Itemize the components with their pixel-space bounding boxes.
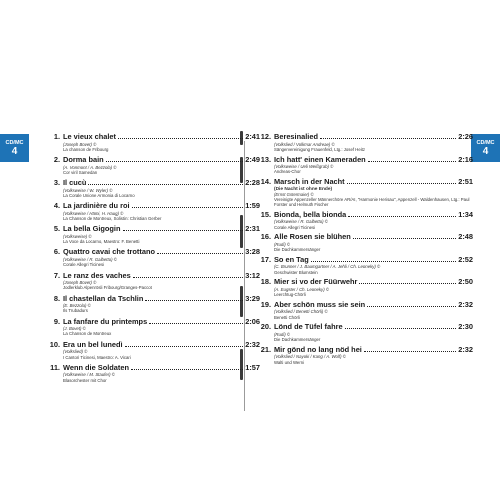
track-title: Bionda, bella bionda bbox=[274, 209, 347, 219]
track-subtitle: (Die Nacht ist ohne Ende) bbox=[274, 186, 333, 192]
track-line bbox=[48, 248, 260, 257]
track-number: 10. bbox=[49, 339, 60, 349]
track-credit: (Volkslied / Nayoki / Kang / A. Wolf) © bbox=[274, 354, 346, 360]
dot-leader bbox=[106, 160, 244, 162]
track-item bbox=[259, 211, 473, 230]
track-line bbox=[259, 256, 473, 265]
track-performer: Vereinigte Appenzeller Männerchöre AR/AI, "Harmonie Herisau", Appenzell - Waldenhausen, Ltg.: Paul Forster und Helmuth Fischer bbox=[274, 196, 470, 208]
track-line bbox=[48, 272, 260, 281]
track-duration: 2:28 bbox=[245, 178, 260, 188]
track-item bbox=[259, 256, 473, 275]
track-duration: 2:41 bbox=[245, 132, 260, 141]
track-duration: 2:52 bbox=[458, 254, 473, 264]
track-credit: (Volksweise / Ueli Weißgrab) © bbox=[274, 164, 334, 169]
tracklist-left bbox=[48, 133, 260, 387]
track-performer: Ils Trubadurs bbox=[63, 308, 88, 314]
cd-tab-right-number: 4 bbox=[482, 146, 489, 157]
track-performer: I Cantori Ticinesi, Maestro: A. Vicari bbox=[63, 354, 131, 360]
track-title: Dorma bain bbox=[63, 155, 104, 165]
track-title: Era un bel lunedì bbox=[63, 339, 123, 349]
track-title: Wenn die Soldaten bbox=[63, 362, 129, 372]
track-performer: Cor viril Samedan bbox=[63, 169, 98, 175]
track-item bbox=[48, 295, 260, 314]
track-credit: (Volksweise / R. Galbetto) © bbox=[274, 219, 328, 225]
track-performer: Jodlerklub Alpenrösli Fribourg/Granges-Paccot bbox=[63, 285, 152, 291]
track-number: 16. bbox=[260, 232, 271, 242]
track-item bbox=[48, 133, 260, 152]
dot-leader bbox=[311, 260, 456, 262]
track-performer: Die Dachkammersänger bbox=[274, 337, 321, 343]
track-title: Il chastellan da Tschlin bbox=[63, 293, 144, 303]
dot-leader bbox=[348, 215, 456, 217]
track-credit: (Rudi) © bbox=[274, 241, 291, 247]
track-number: 4. bbox=[53, 201, 60, 211]
track-duration: 2:48 bbox=[458, 232, 473, 242]
track-duration: 2:31 bbox=[245, 224, 260, 234]
track-credit: (A. Eugster / Ch. Leoneky) © bbox=[274, 286, 329, 292]
track-item bbox=[48, 202, 260, 221]
track-number: 14. bbox=[260, 177, 271, 186]
track-duration: 2:50 bbox=[458, 277, 473, 287]
cd-tab-left-label: CD/MC bbox=[5, 140, 24, 146]
track-duration: 2:16 bbox=[458, 154, 473, 164]
track-credit: (Volksweise / R. Galbetto) © bbox=[63, 256, 117, 262]
track-item bbox=[259, 278, 473, 297]
dot-leader bbox=[149, 322, 243, 324]
dot-leader bbox=[367, 305, 456, 307]
track-performer: Blasorchester mit Chor bbox=[63, 377, 107, 383]
track-number: 19. bbox=[260, 299, 271, 309]
track-item bbox=[259, 301, 473, 320]
track-duration: 2:51 bbox=[458, 177, 473, 186]
track-credit: (Volkslied) © bbox=[63, 349, 88, 355]
dot-leader bbox=[145, 299, 243, 301]
track-credit: (A. Vonmont / A. Bezzola) © bbox=[63, 164, 117, 170]
track-item bbox=[48, 179, 260, 198]
track-item bbox=[48, 156, 260, 175]
track-item bbox=[259, 178, 473, 207]
track-credit: (Volkslied / Benetti Chörli) © bbox=[274, 309, 328, 315]
track-item bbox=[48, 225, 260, 244]
track-number: 1. bbox=[53, 132, 60, 141]
track-line bbox=[48, 341, 260, 350]
dot-leader bbox=[364, 350, 456, 352]
track-credit: (C. Brunner / J. Baumgartner / A. Jehli / Ch. Leoneky) © bbox=[274, 264, 381, 270]
track-credit: (Volkslied / Volkmar Andreae) © bbox=[274, 141, 335, 147]
track-item bbox=[259, 233, 473, 252]
track-title: Marsch in der Nacht bbox=[274, 177, 345, 186]
track-performer: Corale Allegri Ticinesi bbox=[274, 224, 316, 230]
track-performer: La Corale Unione Armonia di Locarno bbox=[63, 192, 135, 198]
track-line bbox=[48, 364, 260, 373]
track-title: Ich hatt' einen Kameraden bbox=[274, 154, 366, 164]
track-title: Lönd de Tüfel fahre bbox=[274, 322, 343, 332]
tracklist-right bbox=[259, 133, 473, 368]
track-line bbox=[259, 156, 473, 165]
track-item bbox=[259, 133, 473, 152]
track-line bbox=[259, 233, 473, 242]
track-item bbox=[259, 323, 473, 342]
track-number: 6. bbox=[53, 247, 60, 257]
track-performer: Sängervereinigung Frauenfeld, Ltg.: Josef Heitz bbox=[274, 146, 366, 152]
track-duration: 2:30 bbox=[458, 322, 473, 332]
track-title: Il cucù bbox=[63, 178, 87, 188]
dot-leader bbox=[320, 137, 456, 139]
track-item bbox=[48, 364, 260, 383]
dot-leader bbox=[368, 160, 457, 162]
track-item bbox=[48, 272, 260, 291]
track-duration: 2:06 bbox=[245, 316, 260, 326]
track-line bbox=[48, 318, 260, 327]
cd-tab-right-label: CD/MC bbox=[476, 140, 495, 146]
track-credit: (Volksweise / Hämi, H. Haug) © bbox=[63, 210, 124, 216]
dot-leader bbox=[131, 368, 243, 370]
track-duration: 2:32 bbox=[458, 344, 473, 354]
track-duration: 2:32 bbox=[245, 339, 260, 349]
track-duration: 3:28 bbox=[245, 247, 260, 257]
dot-leader bbox=[157, 252, 243, 254]
dot-leader bbox=[359, 282, 456, 284]
track-title: So en Tag bbox=[274, 254, 309, 264]
track-number: 2. bbox=[53, 155, 60, 165]
track-title: Mier si vo der Füürwehr bbox=[274, 277, 358, 287]
track-performer: La chanson de Fribourg bbox=[63, 146, 109, 152]
track-item bbox=[48, 248, 260, 267]
track-performer: Geschwister Blumstein bbox=[274, 269, 318, 275]
track-number: 11. bbox=[50, 362, 60, 372]
track-duration: 2:32 bbox=[458, 299, 473, 309]
track-title: Beresinalied bbox=[274, 132, 318, 141]
dot-leader bbox=[132, 206, 244, 208]
dot-leader bbox=[88, 183, 243, 185]
dot-leader bbox=[345, 327, 457, 329]
track-item bbox=[259, 346, 473, 365]
track-credit: (Volksweise / W. Wyler) © bbox=[63, 187, 113, 193]
track-number: 13. bbox=[260, 154, 271, 164]
dot-leader bbox=[347, 182, 457, 184]
track-performer: Andreas-Chor bbox=[274, 169, 301, 175]
track-number: 21. bbox=[260, 344, 271, 354]
track-duration: 2:26 bbox=[458, 132, 473, 141]
track-performer: Benetti Chörli bbox=[274, 314, 300, 320]
track-number: 12. bbox=[260, 132, 271, 141]
track-line bbox=[259, 278, 473, 287]
track-title: Aber schön muss sie sein bbox=[274, 299, 366, 309]
track-title: Mir gönd no lang nöd hei bbox=[274, 344, 362, 354]
track-line bbox=[48, 156, 260, 165]
cd-tab-left-number: 4 bbox=[11, 146, 18, 157]
track-credit: (Volksweise / M. Staufer) © bbox=[63, 372, 115, 378]
track-performer: La Chanson de Montreux, Solistin: Christian Gerber bbox=[63, 215, 162, 221]
track-duration: 1:34 bbox=[458, 209, 473, 219]
track-title: La jardinière du roi bbox=[63, 201, 130, 211]
track-credit: (Volksweise) © bbox=[63, 233, 92, 239]
track-duration: 1:59 bbox=[245, 201, 260, 211]
track-line bbox=[48, 225, 260, 234]
track-number: 18. bbox=[260, 277, 271, 287]
cd-tab-right bbox=[471, 134, 500, 162]
track-line bbox=[259, 346, 473, 355]
track-title: Le vieux chalet bbox=[63, 132, 116, 141]
dot-leader bbox=[123, 229, 244, 231]
track-performer: La Chanson de Montreux bbox=[63, 331, 112, 337]
dot-leader bbox=[118, 137, 243, 139]
track-number: 8. bbox=[53, 293, 60, 303]
track-line bbox=[48, 295, 260, 304]
track-title: Alle Rosen sie blühen bbox=[274, 232, 351, 242]
track-performer: Walti und Werni bbox=[274, 359, 305, 365]
track-performer: Corale Allegri Ticinesi bbox=[63, 262, 105, 268]
track-duration: 1:57 bbox=[245, 362, 260, 372]
track-line bbox=[259, 211, 473, 220]
dot-leader bbox=[133, 276, 243, 278]
track-performer: La Voce da Locarno, Maestro: F. Benetti bbox=[63, 239, 140, 245]
track-item bbox=[48, 318, 260, 337]
track-duration: 2:49 bbox=[245, 155, 260, 165]
dot-leader bbox=[125, 345, 244, 347]
track-performer: Die Dachkammersänger bbox=[274, 247, 321, 253]
track-number: 20. bbox=[260, 322, 271, 332]
track-item bbox=[259, 156, 473, 175]
track-performer: Leerchtug-Chörli bbox=[274, 292, 306, 298]
track-credit: (Rudi) © bbox=[274, 331, 291, 337]
cd-tab-left bbox=[0, 134, 29, 162]
track-title: Quattro cavai che trottano bbox=[63, 247, 155, 257]
track-line bbox=[259, 133, 473, 142]
track-number: 3. bbox=[53, 178, 60, 188]
track-number: 5. bbox=[53, 224, 60, 234]
track-line bbox=[259, 178, 473, 187]
track-number: 17. bbox=[260, 254, 271, 264]
track-credit: (Joseph Bovet) © bbox=[63, 141, 97, 147]
track-line bbox=[48, 133, 260, 142]
track-number: 15. bbox=[260, 209, 271, 219]
track-duration: 3:29 bbox=[245, 293, 260, 303]
track-number: 7. bbox=[53, 270, 60, 280]
track-title: La fanfare du printemps bbox=[63, 316, 148, 326]
track-duration: 3:12 bbox=[245, 270, 260, 280]
track-number: 9. bbox=[53, 316, 60, 326]
track-credit: (Joseph Bovet) © bbox=[63, 280, 97, 286]
track-line bbox=[48, 179, 260, 188]
track-title: Le ranz des vaches bbox=[63, 270, 131, 280]
track-line bbox=[259, 323, 473, 332]
track-credit: (J. Bovet) © bbox=[63, 326, 86, 332]
track-item bbox=[48, 341, 260, 360]
track-credit: (Ernst Gstermaier) © bbox=[274, 191, 314, 197]
track-line bbox=[259, 301, 473, 310]
track-line bbox=[48, 202, 260, 211]
dot-leader bbox=[353, 237, 456, 239]
track-title: La bella Gigogin bbox=[63, 224, 121, 234]
track-credit: (E. Bezzola) © bbox=[63, 303, 91, 309]
